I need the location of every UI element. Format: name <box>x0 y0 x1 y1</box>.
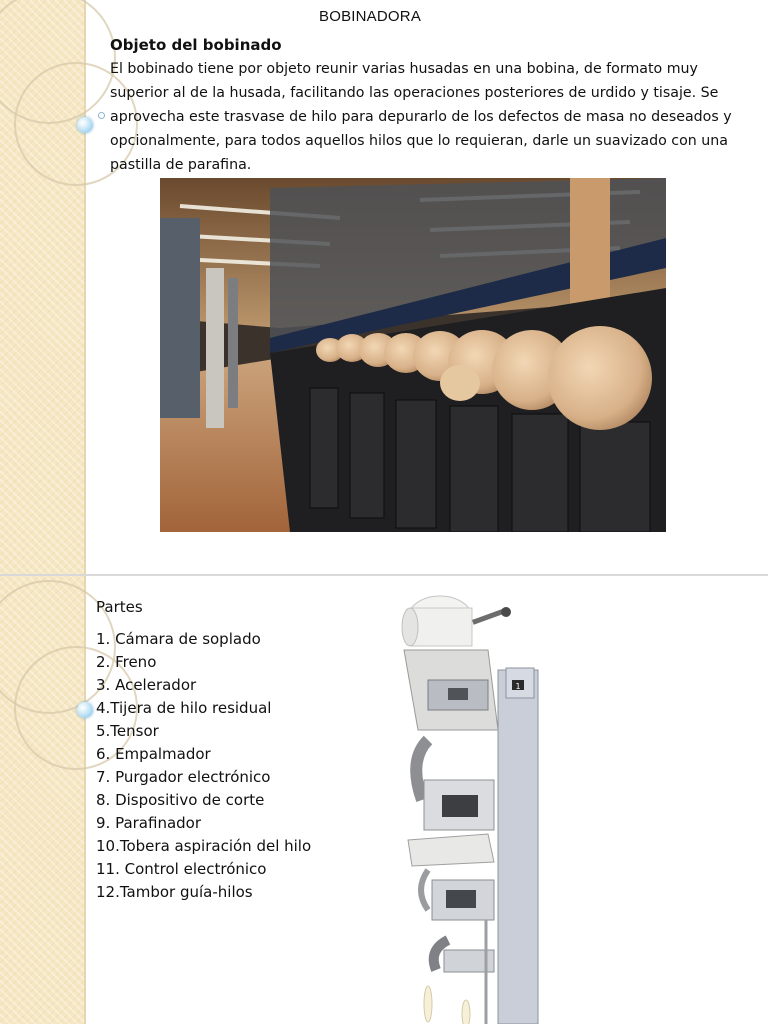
body-paragraph: El bobinado tiene por objeto reunir varias husadas en una bobina, de formato muy superior al de la husada, facilitando las operaciones posteriores de urdido y tisaje. Se aprovecha este trasvase de hilo para depurarlo de los defectos de masa no deseados y opcionalmente, para todos aquellos hilos que lo requieran, darle un suavizado con una pastilla de parafina. <box>110 61 732 173</box>
decorative-orb <box>77 702 93 718</box>
slide-2 <box>0 576 768 1024</box>
parts-heading: Partes <box>96 598 143 616</box>
list-item: 12.Tambor guía-hilos <box>96 883 253 901</box>
list-item: 11. Control electrónico <box>96 860 267 878</box>
list-item: 7. Purgador electrónico <box>96 768 271 786</box>
control-panel-label: 1 <box>515 682 521 691</box>
decorative-orb <box>77 117 93 133</box>
list-item: 5.Tensor <box>96 722 159 740</box>
list-item: 10.Tobera aspiración del hilo <box>96 837 312 855</box>
winding-machine-photo <box>160 178 666 532</box>
decorative-dot <box>98 112 105 119</box>
winding-unit-illustration <box>388 590 558 1024</box>
list-item: 8. Dispositivo de corte <box>96 791 265 809</box>
list-item: 6. Empalmador <box>96 745 211 763</box>
list-item: 3. Acelerador <box>96 676 197 694</box>
list-item: 9. Parafinador <box>96 814 202 832</box>
list-item: 2. Freno <box>96 653 157 671</box>
list-item: 1. Cámara de soplado <box>96 630 261 648</box>
section-subtitle: Objeto del bobinado <box>110 36 282 54</box>
slide-title: BOBINADORA <box>319 8 422 25</box>
list-item: 4.Tijera de hilo residual <box>96 699 272 717</box>
parts-list <box>96 628 311 904</box>
